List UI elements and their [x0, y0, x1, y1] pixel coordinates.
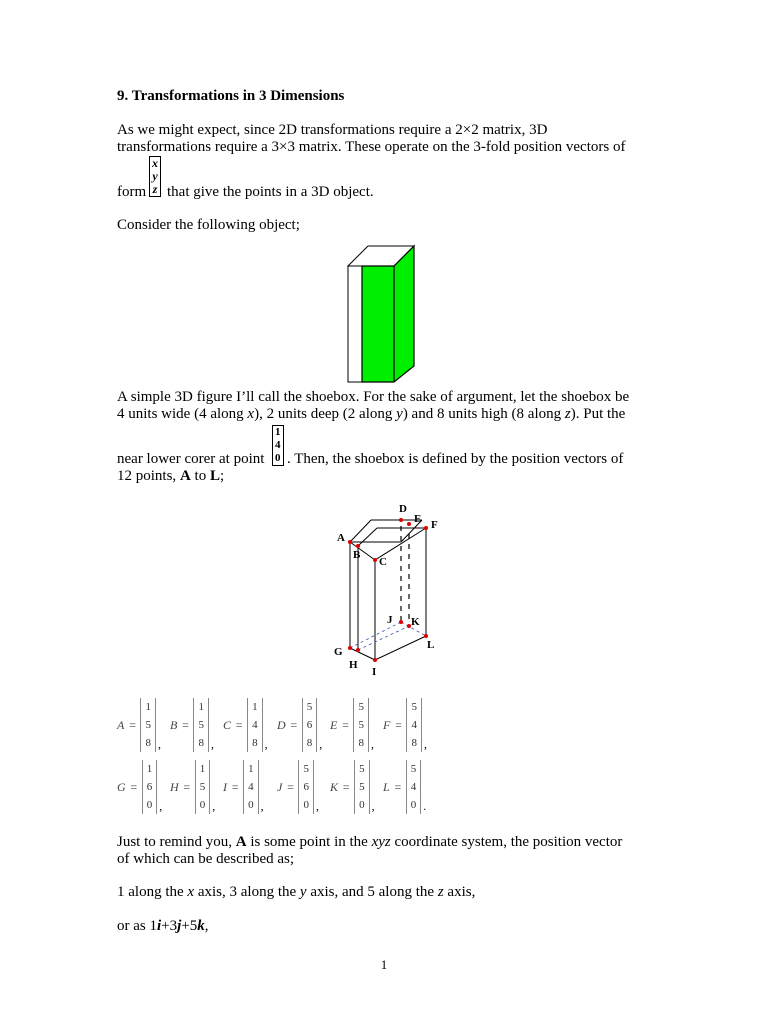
label-E: E [414, 513, 422, 525]
vector-entry: 1 [199, 763, 206, 775]
text-run: ), 2 units deep (2 along [254, 406, 397, 422]
bold-A: A [235, 834, 247, 850]
column-vector [193, 698, 209, 752]
equals-sign: = [286, 779, 295, 794]
bold-L: L [209, 468, 220, 484]
italic-x: x [187, 884, 195, 900]
vector-row-2 [117, 760, 447, 816]
label-F: F [431, 519, 438, 531]
vector-equation-c [223, 698, 268, 752]
labeled-box-diagram [330, 498, 450, 680]
para3-line3a: near lower corer at point [117, 451, 265, 467]
label-K: K [411, 616, 420, 628]
vector-entry: 1 [248, 763, 254, 775]
shoebox-figure [340, 236, 430, 386]
vector-equation-j [277, 760, 319, 814]
text-run: +3 [161, 918, 178, 934]
para2: Consider the following object; [117, 217, 300, 233]
unit-k: k [197, 918, 205, 934]
para3-line1: A simple 3D figure I’ll call the shoebox. For the sake of argument, let the shoebox be [117, 389, 630, 405]
vector-equation-e [330, 698, 374, 752]
vector-entry: 5 [358, 719, 364, 731]
separator: , [157, 737, 161, 751]
column-vector [354, 760, 370, 814]
vector-entry: 5 [410, 763, 417, 775]
equals-sign: = [129, 779, 138, 794]
text-run: axis, 3 along the [194, 884, 300, 900]
form-vector-z: z [152, 182, 158, 196]
separator: , [371, 799, 375, 813]
vector-entry: 6 [303, 781, 309, 793]
equals-sign: = [342, 779, 351, 794]
equals-sign: = [394, 717, 403, 732]
vector-entry: 1 [145, 701, 151, 713]
vector-row-1 [117, 698, 447, 754]
corner-vector-2: 4 [275, 439, 281, 451]
text-run: 1 along the [117, 884, 188, 900]
column-vector [406, 760, 422, 814]
vector-entry: 8 [306, 737, 313, 749]
form-vector-x: x [152, 156, 158, 170]
text-run: 4 units wide (4 along [117, 406, 248, 422]
para1-line1: As we might expect, since 2D transformations require a 2×2 matrix, 3D [117, 122, 548, 138]
italic-z: z [437, 884, 444, 900]
label-J: J [387, 614, 393, 626]
equals-sign: = [182, 779, 191, 794]
vector-entry: 0 [248, 799, 254, 811]
vector-entry: 8 [145, 737, 151, 749]
form-word: form [117, 184, 147, 200]
equals-sign: = [235, 717, 244, 732]
text-run: ). Put the [570, 406, 626, 422]
vector-entry: 0 [303, 799, 309, 811]
column-vector [406, 698, 422, 752]
para3-line4 [117, 468, 224, 485]
corner-vector-1: 1 [275, 426, 281, 438]
para1-line2: transformations require a 3×3 matrix. These operate on the 3-fold position vectors of [117, 139, 626, 155]
column-vector [243, 760, 259, 814]
equals-sign: = [231, 779, 240, 794]
label-A: A [337, 532, 345, 544]
vector-entry: 5 [198, 719, 204, 731]
text-run: axis, [443, 884, 476, 900]
text-run: ; [219, 468, 225, 484]
vector-entry: 5 [145, 719, 151, 731]
para3-line2 [117, 406, 625, 423]
vector-equation-k [330, 760, 375, 814]
separator: , [315, 799, 319, 813]
para6 [117, 918, 209, 935]
form-vector-y: y [152, 169, 158, 183]
bold-A: A [179, 468, 191, 484]
vector-entry: 6 [146, 781, 153, 793]
label-H: H [349, 659, 358, 671]
vector-name: G [117, 779, 126, 794]
vector-equation-a [117, 698, 161, 752]
text-run: to [190, 468, 210, 484]
separator: , [159, 799, 163, 813]
para3-line3b: . Then, the shoebox is defined by the position vectors of [287, 451, 624, 467]
italic-x: x [247, 406, 255, 422]
shoebox-side-face [348, 266, 362, 382]
vector-entry: 0 [410, 799, 417, 811]
italic-y: y [299, 884, 307, 900]
separator: , [264, 737, 268, 751]
vector-name: C [223, 717, 232, 732]
column-vector [298, 760, 314, 814]
vector-entry: 1 [252, 701, 258, 713]
corner-vector-3: 0 [275, 452, 281, 464]
corner-vector [272, 423, 284, 466]
label-I: I [372, 666, 377, 678]
text-run: is some point in the [246, 834, 372, 850]
text-run: axis, and 5 along the [306, 884, 438, 900]
vector-entry: 5 [359, 781, 365, 793]
column-vector [302, 698, 318, 752]
para1-line3 [117, 184, 146, 201]
vector-name: F [383, 717, 391, 732]
text-run: +5 [181, 918, 198, 934]
para4-line2: of which can be described as; [117, 851, 295, 867]
separator: . [423, 799, 427, 813]
vector-name: I [223, 779, 227, 794]
vector-entry: 5 [306, 701, 313, 713]
text-run: Just to remind you, [117, 834, 236, 850]
label-L: L [427, 639, 435, 651]
label-C: C [379, 556, 387, 568]
vector-name: J [277, 779, 283, 794]
vector-entry: 4 [411, 719, 417, 731]
label-D: D [399, 503, 407, 515]
vector-entry: 1 [198, 701, 204, 713]
vector-name: H [170, 779, 179, 794]
italic-y: y [396, 406, 403, 422]
section-heading: 9. Transformations in 3 Dimensions [117, 88, 345, 104]
separator: , [210, 737, 214, 751]
vector-entry: 6 [306, 719, 313, 731]
vector-equation-l [383, 760, 426, 814]
column-vector [140, 698, 156, 752]
label-B: B [353, 549, 361, 561]
vector-entry: 5 [358, 701, 364, 713]
equals-sign: = [289, 717, 298, 732]
vector-name: D [277, 717, 286, 732]
vector-entry: 8 [252, 737, 258, 749]
vector-equation-g [117, 760, 162, 814]
vector-entry: 5 [303, 763, 309, 775]
column-vector [142, 760, 158, 814]
para1-after-vector: that give the points in a 3D object. [167, 184, 374, 200]
vector-entry: 5 [359, 763, 365, 775]
vector-equation-d [277, 698, 322, 752]
para4-line1 [117, 834, 622, 851]
vector-equation-f [383, 698, 427, 752]
separator: , [260, 799, 264, 813]
text-run: 12 points, [117, 468, 180, 484]
vector-entry: 1 [146, 763, 153, 775]
text-run: , [204, 918, 209, 934]
separator: , [212, 799, 216, 813]
equals-sign: = [341, 717, 350, 732]
separator: , [370, 737, 374, 751]
page-number: 1 [380, 957, 388, 972]
italic-z: z [564, 406, 571, 422]
column-vector [353, 698, 369, 752]
vector-entry: 4 [248, 781, 254, 793]
vector-name: E [330, 717, 338, 732]
vector-entry: 5 [199, 781, 206, 793]
vector-entry: 8 [198, 737, 204, 749]
para5 [117, 884, 475, 901]
equals-sign: = [181, 717, 190, 732]
vector-entry: 4 [410, 781, 417, 793]
italic-xyz: xyz [371, 834, 391, 850]
vector-entry: 4 [252, 719, 258, 731]
vector-name: A [117, 717, 125, 732]
unit-j: j [177, 918, 182, 934]
vector-entry: 5 [411, 701, 417, 713]
vector-equation-b [170, 698, 214, 752]
text-run: coordinate system, the position vector [390, 834, 623, 850]
vector-name: L [383, 779, 390, 794]
text-run: ) and 8 units high (8 along [402, 406, 565, 422]
vector-entry: 8 [411, 737, 417, 749]
vector-entry: 8 [358, 737, 364, 749]
separator: , [319, 737, 323, 751]
vector-entry: 0 [359, 799, 365, 811]
vector-name: B [170, 717, 178, 732]
vector-name: K [330, 779, 339, 794]
vector-equation-h [170, 760, 215, 814]
column-vector [247, 698, 263, 752]
vector-equation-i [223, 760, 264, 814]
label-G: G [334, 646, 343, 658]
equals-sign: = [128, 717, 137, 732]
unit-i: i [157, 918, 162, 934]
form-vector [149, 155, 161, 197]
separator: , [423, 737, 427, 751]
text-run: or as 1 [117, 918, 157, 934]
vector-entry: 0 [199, 799, 206, 811]
column-vector [195, 760, 211, 814]
equals-sign: = [393, 779, 402, 794]
vector-entry: 0 [146, 799, 153, 811]
